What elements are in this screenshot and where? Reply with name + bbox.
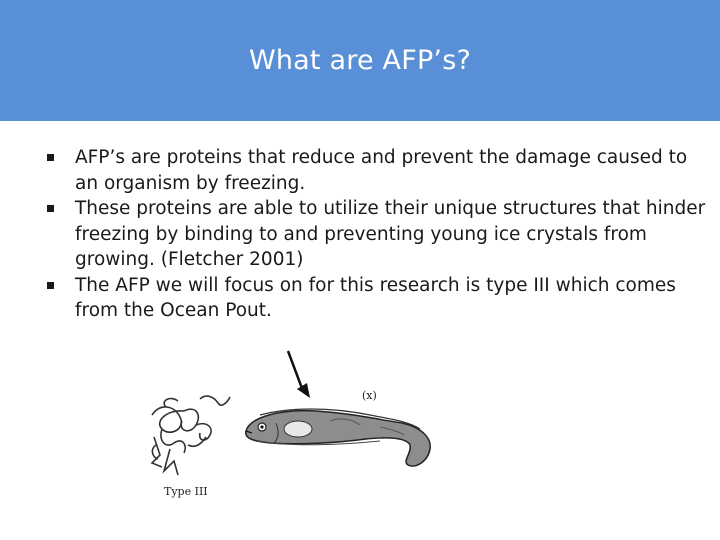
figure-caption: Type III: [164, 485, 208, 498]
bullet-text: AFP’s are proteins that reduce and prevent the damage caused to an organism by freezing.: [75, 147, 688, 194]
afp-figure: [140, 345, 440, 515]
figure-label: (x): [362, 389, 377, 402]
slide-title: What are AFP’s?: [248, 45, 472, 76]
arrow-down-icon: [288, 351, 310, 398]
bullet-item: [46, 196, 706, 273]
title-bar: [0, 0, 720, 121]
bullet-text: These proteins are able to utilize their unique structures that hinder freezing by binding to and preventing young ice crystals from growing. (Fletcher 2001): [75, 198, 706, 270]
bullet-item: [46, 273, 706, 324]
square-bullet-icon: [47, 154, 54, 161]
protein-structure-icon: [152, 396, 230, 475]
square-bullet-icon: [47, 282, 54, 289]
bullet-list: [46, 145, 706, 324]
bullet-item: [46, 145, 706, 196]
square-bullet-icon: [47, 205, 54, 212]
ocean-pout-fish-icon: [246, 409, 430, 466]
bullet-text: The AFP we will focus on for this research is type III which comes from the Ocean Pout.: [75, 274, 676, 321]
